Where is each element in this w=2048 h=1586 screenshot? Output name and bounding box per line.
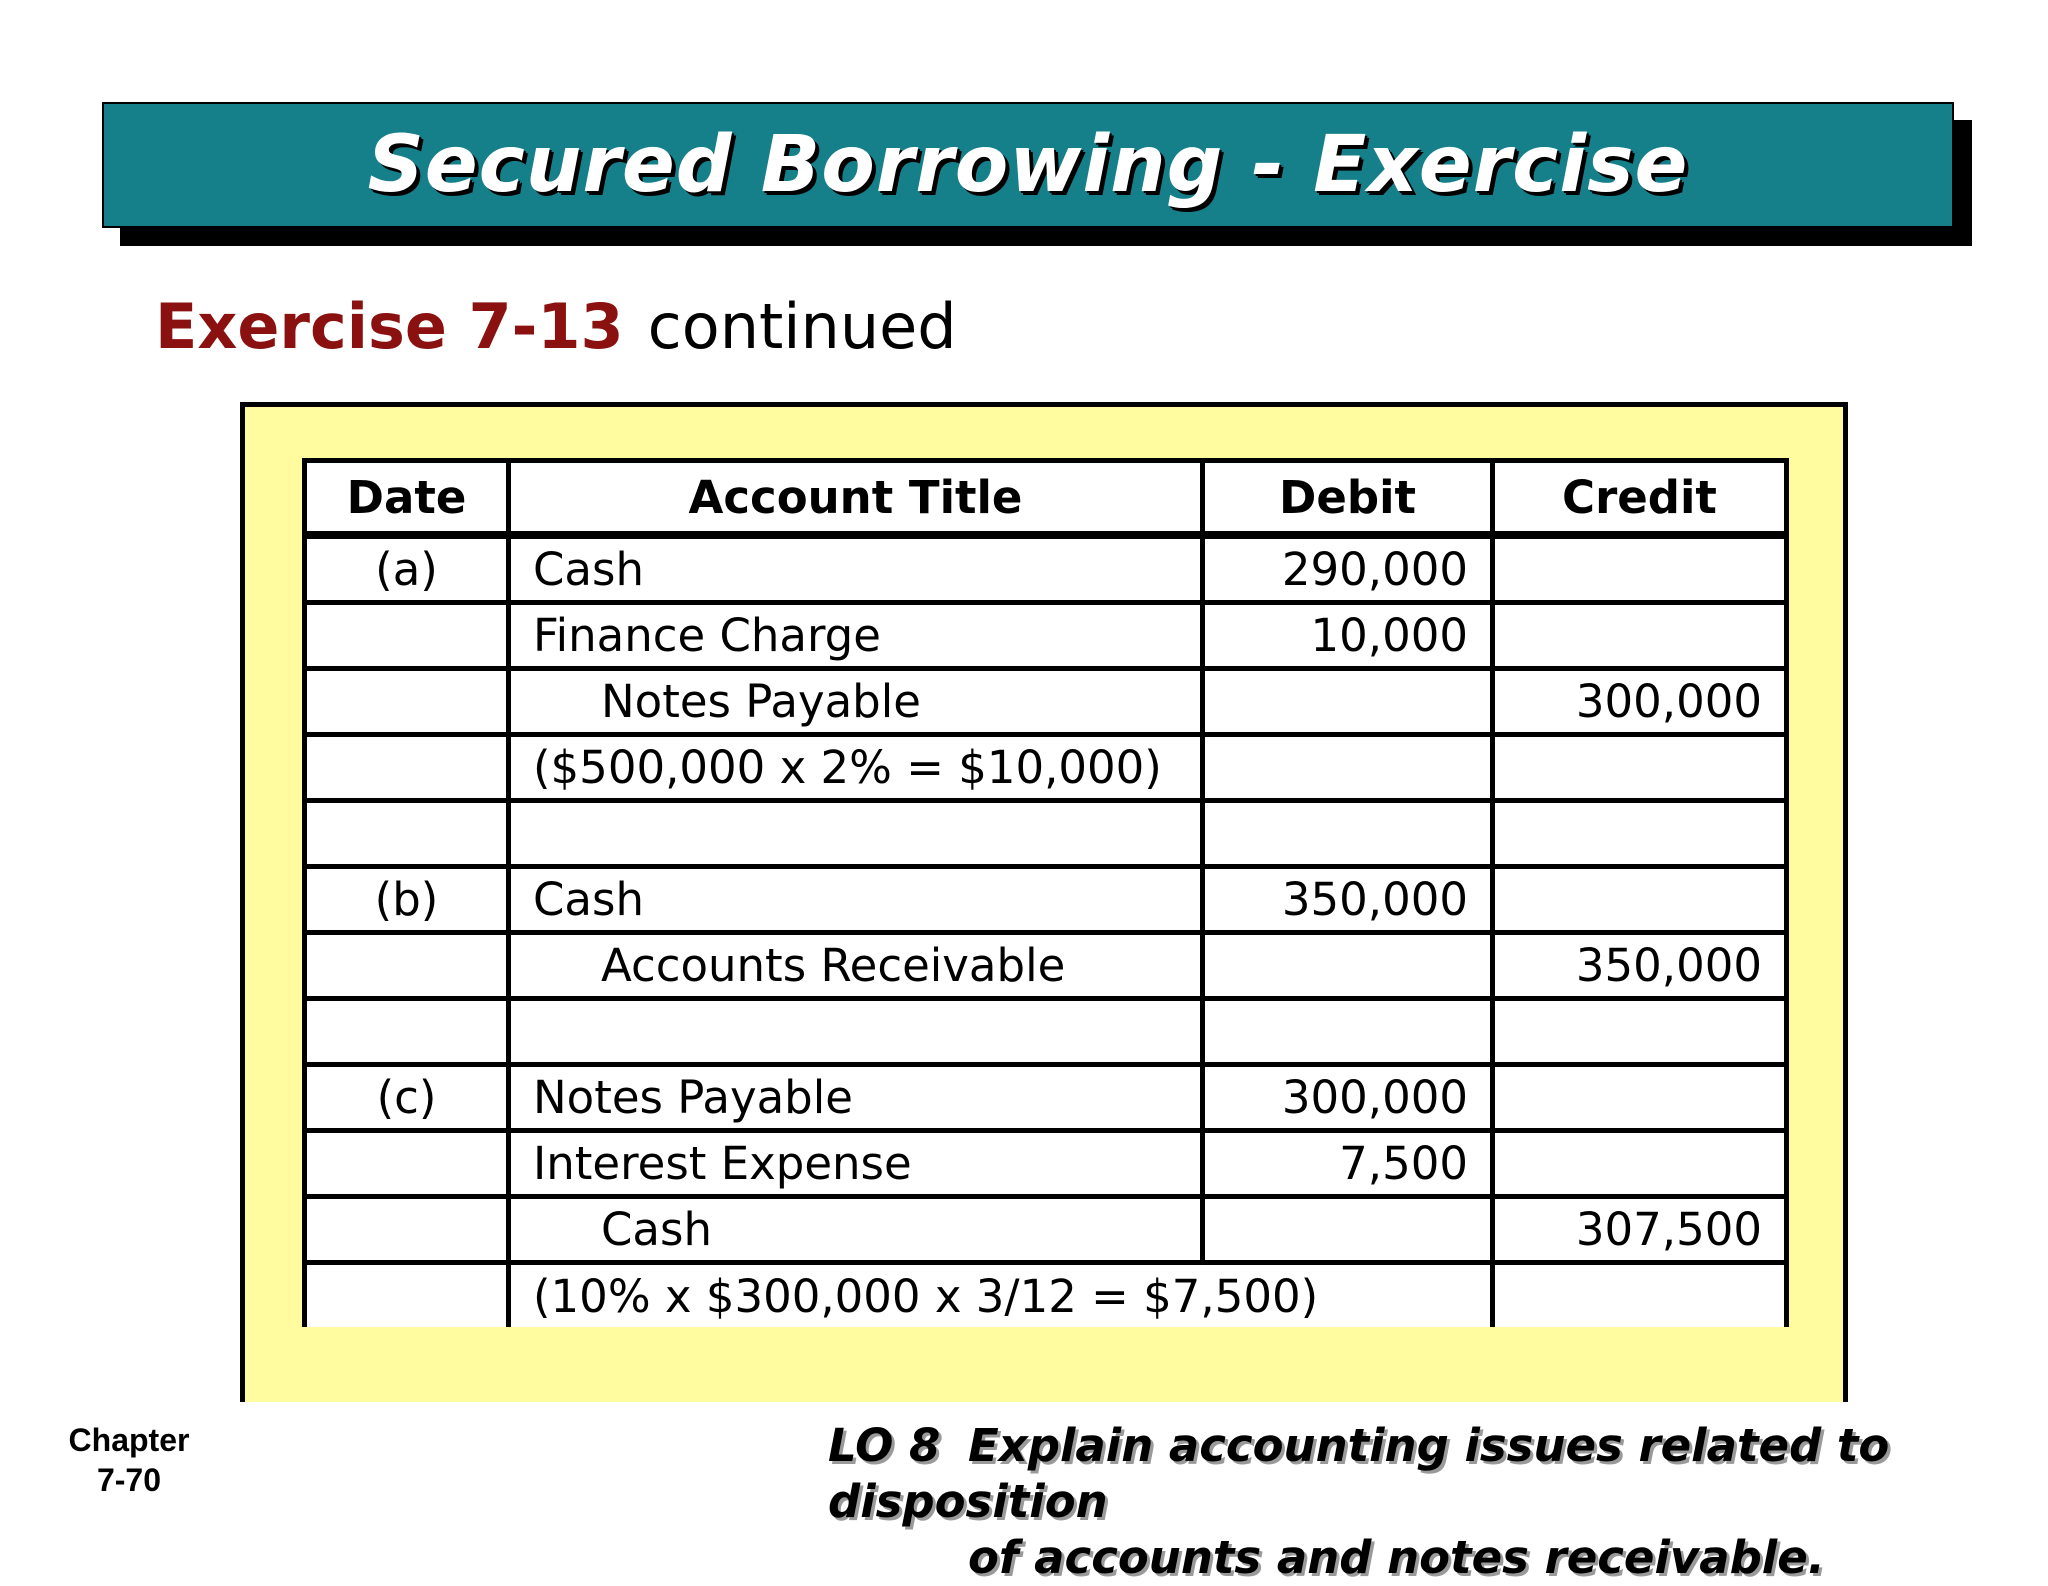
- cell-credit: 350,000: [1493, 933, 1787, 999]
- cell-credit: [1493, 1263, 1787, 1328]
- cell-account: Cash: [509, 535, 1203, 603]
- cell-debit: 350,000: [1203, 867, 1493, 933]
- table-row: [305, 535, 1787, 603]
- cell-debit: [1203, 1197, 1493, 1263]
- table-row: [305, 1197, 1787, 1263]
- column-header-debit: Debit: [1203, 461, 1493, 536]
- chapter-text: Chapter: [68, 1422, 190, 1458]
- table-row: [305, 801, 1787, 867]
- cell-debit: 300,000: [1203, 1065, 1493, 1131]
- cell-account: Notes Payable: [509, 669, 1203, 735]
- table-row: [305, 735, 1787, 801]
- exercise-subtitle: [155, 290, 957, 363]
- cell-account: [509, 999, 1203, 1065]
- cell-debit: 10,000: [1203, 603, 1493, 669]
- cell-date: [305, 801, 509, 867]
- exercise-continued: continued: [647, 290, 957, 363]
- cell-credit: 300,000: [1493, 669, 1787, 735]
- cell-debit: [1203, 735, 1493, 801]
- page-number: 7-70: [96, 1462, 162, 1498]
- lo-line-1: Explain accounting issues related to disposition: [828, 1419, 1890, 1528]
- lo-line-2: of accounts and notes receivable.: [968, 1531, 1825, 1584]
- cell-credit: [1493, 735, 1787, 801]
- cell-account: Cash: [509, 867, 1203, 933]
- cell-debit: [1203, 669, 1493, 735]
- cell-date: [305, 669, 509, 735]
- cell-date: (a): [305, 535, 509, 603]
- table-row: [305, 999, 1787, 1065]
- cell-account: Cash: [509, 1197, 1203, 1263]
- title-banner: [102, 102, 1954, 228]
- cell-date: [305, 603, 509, 669]
- table-row: [305, 867, 1787, 933]
- column-header-date: Date: [305, 461, 509, 536]
- slide-title: Secured Borrowing - Exercise: [367, 120, 1689, 210]
- lo-code: LO 8: [828, 1419, 941, 1472]
- cell-credit: [1493, 867, 1787, 933]
- cell-credit: [1493, 603, 1787, 669]
- table-row: [305, 1065, 1787, 1131]
- learning-objective: [828, 1418, 2048, 1586]
- cell-credit: [1493, 535, 1787, 603]
- column-header-account-title: Account Title: [509, 461, 1203, 536]
- cell-account: Accounts Receivable: [509, 933, 1203, 999]
- cell-date: [305, 735, 509, 801]
- table-row: [305, 1131, 1787, 1197]
- cell-debit: 290,000: [1203, 535, 1493, 603]
- cell-credit: [1493, 801, 1787, 867]
- table-row: [305, 603, 1787, 669]
- table-row: [305, 933, 1787, 999]
- cell-date: [305, 933, 509, 999]
- cell-credit: [1493, 999, 1787, 1065]
- cell-account: (10% x $300,000 x 3/12 = $7,500): [509, 1263, 1493, 1328]
- journal-entry-table: [302, 458, 1789, 1327]
- cell-date: (b): [305, 867, 509, 933]
- cell-date: [305, 1131, 509, 1197]
- cell-debit: [1203, 999, 1493, 1065]
- exercise-number: Exercise 7-13: [155, 290, 624, 363]
- cell-account: Interest Expense: [509, 1131, 1203, 1197]
- cell-date: [305, 1197, 509, 1263]
- cell-credit: 307,500: [1493, 1197, 1787, 1263]
- table-row: [305, 1263, 1787, 1328]
- cell-credit: [1493, 1131, 1787, 1197]
- table-header-row: [305, 461, 1787, 536]
- cell-date: (c): [305, 1065, 509, 1131]
- column-header-credit: Credit: [1493, 461, 1787, 536]
- cell-debit: [1203, 801, 1493, 867]
- cell-account: Notes Payable: [509, 1065, 1203, 1131]
- chapter-label: [60, 1420, 198, 1500]
- cell-account: ($500,000 x 2% = $10,000): [509, 735, 1203, 801]
- cell-date: [305, 999, 509, 1065]
- cell-debit: [1203, 933, 1493, 999]
- cell-date: [305, 1263, 509, 1328]
- cell-account: [509, 801, 1203, 867]
- cell-debit: 7,500: [1203, 1131, 1493, 1197]
- cell-credit: [1493, 1065, 1787, 1131]
- table-row: [305, 669, 1787, 735]
- cell-account: Finance Charge: [509, 603, 1203, 669]
